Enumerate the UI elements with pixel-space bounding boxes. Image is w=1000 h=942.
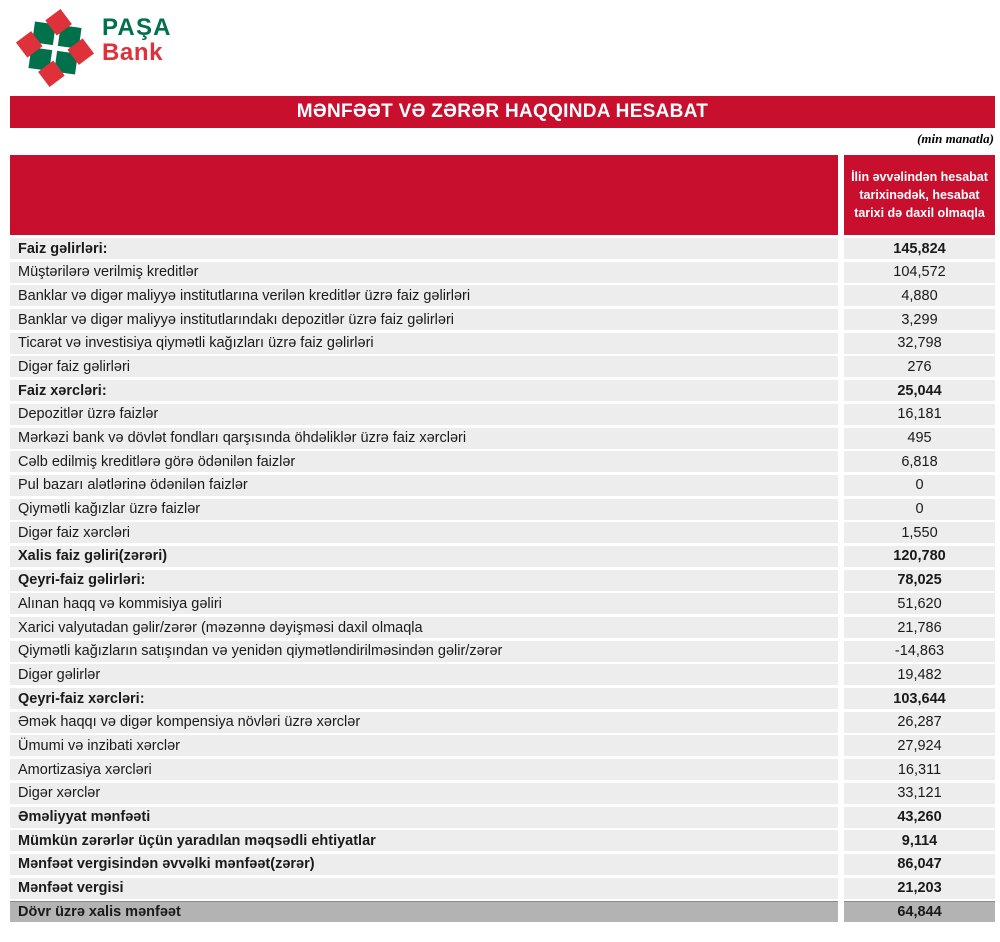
row-label: Depozitlər üzrə faizlər bbox=[10, 404, 838, 425]
row-label: Qeyri-faiz xərcləri: bbox=[10, 688, 838, 709]
row-value: 43,260 bbox=[844, 807, 995, 828]
table-row bbox=[10, 380, 995, 401]
row-label: Faiz xərcləri: bbox=[10, 380, 838, 401]
table-row bbox=[10, 878, 995, 899]
row-label: Alınan haqq və kommisiya gəliri bbox=[10, 593, 838, 614]
table-row bbox=[10, 285, 995, 306]
table-body bbox=[10, 238, 995, 922]
table-header bbox=[10, 155, 995, 235]
row-value: 25,044 bbox=[844, 380, 995, 401]
row-label: Qeyri-faiz gəlirləri: bbox=[10, 570, 838, 591]
row-value: 64,844 bbox=[844, 901, 995, 922]
row-label: Mənfəət vergisindən əvvəlki mənfəət(zərər) bbox=[10, 854, 838, 875]
row-value: 51,620 bbox=[844, 593, 995, 614]
row-value: 86,047 bbox=[844, 854, 995, 875]
table-row bbox=[10, 262, 995, 283]
row-label: Qiymətli kağızların satışından və yenidən qiymətləndirilməsindən gəlir/zərər bbox=[10, 641, 838, 662]
row-value: 104,572 bbox=[844, 262, 995, 283]
row-label: Ticarət və investisiya qiymətli kağızları üzrə faiz gəlirləri bbox=[10, 333, 838, 354]
brand-name-top: PAŞA bbox=[102, 14, 172, 41]
row-value: 27,924 bbox=[844, 735, 995, 756]
row-label: Müştərilərə verilmiş kreditlər bbox=[10, 262, 838, 283]
row-value: 33,121 bbox=[844, 783, 995, 804]
row-value: 145,824 bbox=[844, 238, 995, 259]
row-value: 0 bbox=[844, 475, 995, 496]
row-label: Mümkün zərərlər üçün yaradılan məqsədli ehtiyatlar bbox=[10, 830, 838, 851]
row-value: 1,550 bbox=[844, 522, 995, 543]
row-label: Digər gəlirlər bbox=[10, 664, 838, 685]
row-label: Əməliyyat mənfəəti bbox=[10, 807, 838, 828]
row-value: 120,780 bbox=[844, 546, 995, 567]
row-label: Əmək haqqı və digər kompensiya növləri üzrə xərclər bbox=[10, 712, 838, 733]
table-row bbox=[10, 522, 995, 543]
row-label: Cəlb edilmiş kreditlərə görə ödənilən faizlər bbox=[10, 451, 838, 472]
table-row bbox=[10, 759, 995, 780]
row-value: 3,299 bbox=[844, 309, 995, 330]
row-label: Faiz gəlirləri: bbox=[10, 238, 838, 259]
row-label: Ümumi və inzibati xərclər bbox=[10, 735, 838, 756]
row-value: 16,311 bbox=[844, 759, 995, 780]
table-row bbox=[10, 593, 995, 614]
table-row bbox=[10, 333, 995, 354]
table-row bbox=[10, 404, 995, 425]
row-value: 103,644 bbox=[844, 688, 995, 709]
table-row bbox=[10, 499, 995, 520]
table-row bbox=[10, 735, 995, 756]
table-row bbox=[10, 807, 995, 828]
row-value: 26,287 bbox=[844, 712, 995, 733]
row-label: Dövr üzrə xalis mənfəət bbox=[10, 901, 838, 922]
profit-loss-table bbox=[10, 155, 995, 922]
row-label: Mənfəət vergisi bbox=[10, 878, 838, 899]
table-header-value-cell: İlin əvvəlindən hesabat tarixinədək, hesabat tarixi də daxil olmaqla bbox=[844, 155, 995, 235]
table-row bbox=[10, 428, 995, 449]
table-row bbox=[10, 617, 995, 638]
row-label: Digər xərclər bbox=[10, 783, 838, 804]
pasha-bank-logo-icon bbox=[15, 8, 95, 88]
row-value: 21,786 bbox=[844, 617, 995, 638]
row-label: Qiymətli kağızlar üzrə faizlər bbox=[10, 499, 838, 520]
table-row bbox=[10, 546, 995, 567]
table-row bbox=[10, 475, 995, 496]
row-value: 6,818 bbox=[844, 451, 995, 472]
row-value: 276 bbox=[844, 356, 995, 377]
table-row bbox=[10, 238, 995, 259]
unit-note: (min manatla) bbox=[917, 131, 994, 146]
row-label: Banklar və digər maliyyə institutlarındakı depozitlər üzrə faiz gəlirləri bbox=[10, 309, 838, 330]
table-row bbox=[10, 451, 995, 472]
row-value: 4,880 bbox=[844, 285, 995, 306]
row-label: Xalis faiz gəliri(zərəri) bbox=[10, 546, 838, 567]
row-label: Digər faiz gəlirləri bbox=[10, 356, 838, 377]
table-row bbox=[10, 830, 995, 851]
table-row bbox=[10, 309, 995, 330]
title-banner bbox=[10, 96, 995, 128]
row-value: 21,203 bbox=[844, 878, 995, 899]
brand-name bbox=[102, 15, 172, 65]
row-label: Xarici valyutadan gəlir/zərər (məzənnə dəyişməsi daxil olmaqla bbox=[10, 617, 838, 638]
table-row bbox=[10, 854, 995, 875]
table-row bbox=[10, 688, 995, 709]
table-row bbox=[10, 570, 995, 591]
row-value: 9,114 bbox=[844, 830, 995, 851]
row-value: 495 bbox=[844, 428, 995, 449]
row-label: Banklar və digər maliyyə institutlarına verilən kreditlər üzrə faiz gəlirləri bbox=[10, 285, 838, 306]
table-row bbox=[10, 712, 995, 733]
row-value: 0 bbox=[844, 499, 995, 520]
table-row bbox=[10, 901, 995, 922]
page-title: MƏNFƏƏT VƏ ZƏRƏR HAQQINDA HESABAT bbox=[296, 101, 709, 122]
table-row bbox=[10, 641, 995, 662]
row-label: Mərkəzi bank və dövlət fondları qarşısında öhdəliklər üzrə faiz xərcləri bbox=[10, 428, 838, 449]
table-row bbox=[10, 664, 995, 685]
row-value: 19,482 bbox=[844, 664, 995, 685]
row-value: 78,025 bbox=[844, 570, 995, 591]
row-value: 32,798 bbox=[844, 333, 995, 354]
table-header-label-cell bbox=[10, 155, 838, 235]
brand-name-bottom: Bank bbox=[102, 39, 164, 66]
row-label: Pul bazarı alətlərinə ödənilən faizlər bbox=[10, 475, 838, 496]
table-row bbox=[10, 783, 995, 804]
row-label: Digər faiz xərcləri bbox=[10, 522, 838, 543]
row-value: 16,181 bbox=[844, 404, 995, 425]
table-row bbox=[10, 356, 995, 377]
row-value: -14,863 bbox=[844, 641, 995, 662]
row-label: Amortizasiya xərcləri bbox=[10, 759, 838, 780]
